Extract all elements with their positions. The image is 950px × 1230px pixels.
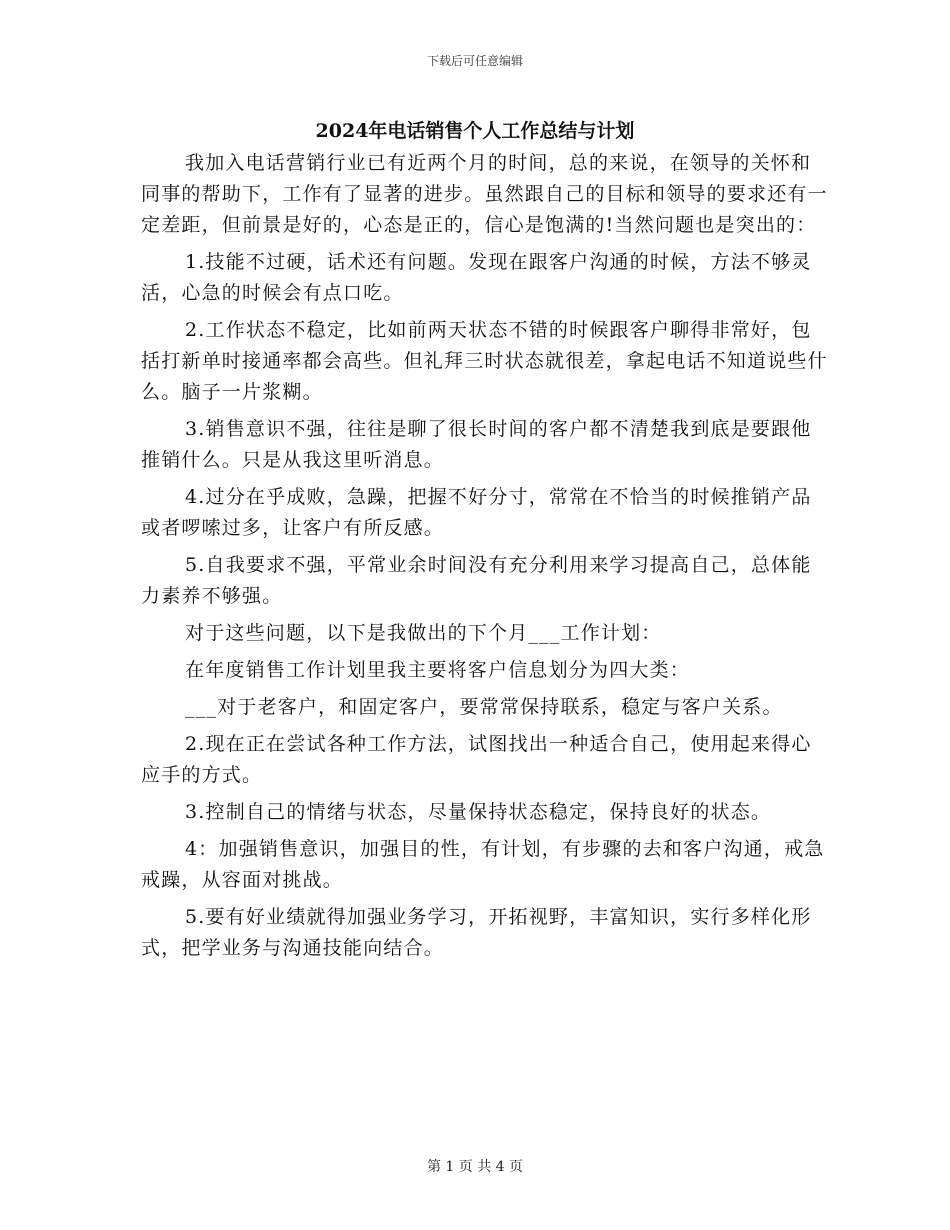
- paragraph-intro: 我加入电话营销行业已有近两个月的时间，总的来说，在领导的关怀和同事的帮助下，工作有了显著的进步。虽然跟自己的目标和领导的要求还有一定差距，但前景是好的，心态是正的，信心是饱满的!当然问题也是突出的：: [141, 152, 828, 236]
- paragraph-plan-1: ___对于老客户，和固定客户，要常常保持联系，稳定与客户关系。: [185, 696, 783, 718]
- paragraph-plan-categories: 在年度销售工作计划里我主要将客户信息划分为四大类：: [185, 659, 691, 681]
- paragraph-problem-1: 1.技能不过硬，话术还有问题。发现在跟客户沟通的时候，方法不够灵活，心急的时候会有点口吃。: [141, 251, 812, 304]
- paragraph-plan-3: 3.控制自己的情绪与状态，尽量保持状态稳定，保持良好的状态。: [185, 801, 772, 823]
- paragraph-plan-4: 4：加强销售意识，加强目的性，有计划，有步骤的去和客户沟通，戒急戒躁，从容面对挑战。: [141, 838, 825, 891]
- paragraph-plan-2: 2.现在正在尝试各种工作方法，试图找出一种适合自己，使用起来得心应手的方式。: [141, 733, 812, 786]
- paragraph-plan-5: 5.要有好业绩就得加强业务学习，开拓视野，丰富知识，实行多样化形式，把学业务与沟通技能向结合。: [141, 906, 812, 959]
- paragraph-problem-2: 2.工作状态不稳定，比如前两天状态不错的时候跟客户聊得非常好，包括打新单时接通率都会高些。但礼拜三时状态就很差，拿起电话不知道说些什么。脑子一片浆糊。: [141, 319, 828, 403]
- paragraph-problem-3: 3.销售意识不强，往往是聊了很长时间的客户都不清楚我到底是要跟他推销什么。只是从我这里听消息。: [141, 418, 812, 471]
- paragraph-plan-intro: 对于这些问题，以下是我做出的下个月___工作计划：: [185, 622, 662, 644]
- header-note: 下载后可任意编辑: [426, 54, 523, 68]
- document-body: [141, 148, 831, 970]
- document-title: 2024年电话销售个人工作总结与计划: [315, 120, 635, 142]
- paragraph-problem-5: 5.自我要求不强，平常业余时间没有充分利用来学习提高自己，总体能力素养不够强。: [141, 554, 812, 607]
- paragraph-problem-4: 4.过分在乎成败，急躁，把握不好分寸，常常在不恰当的时候推销产品或者啰嗦过多，让客户有所反感。: [141, 486, 812, 539]
- page-number-footer: 第 1 页 共 4 页: [426, 1159, 524, 1175]
